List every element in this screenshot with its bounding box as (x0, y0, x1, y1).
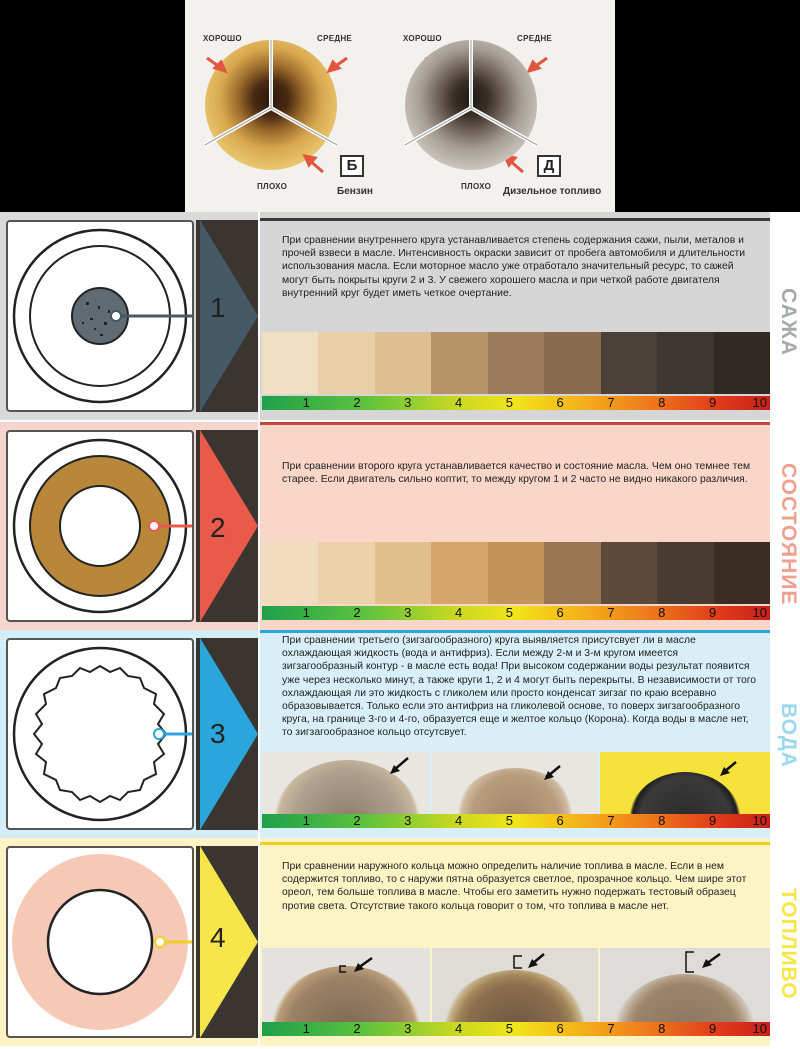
fuel-scale-bar (262, 1022, 770, 1036)
water-description: При сравнении третьего (зигзагообразного) круга выявляется присутсвует ли в масле охлаждающая жидкость (вода и антифриз). Если между 2-м и 3-м кругом имеется зигзагообразный контур - в масле есть вода! При высоком содержании воды результат появится уже через несколько минут, а также круги 1, 2 и 4 могут быть перекрыты. В независимости от того охлаждающая ли это жидкость с гликолем или просто конденсат зигзаг по краю всеравно образовывается. Только если это антифриз на гликолевой основе, то поверх зигзагообразного круга, на границе 3-го и 4-го, образуется еще и желтое кольцо (Корона). Когда воды в масле нет, то зигзагообразное кольцо отсутсвует. (282, 635, 757, 739)
water-number: 3 (210, 718, 226, 749)
scale-number: 9 (708, 605, 717, 620)
soot-arrow (200, 220, 258, 412)
soot-vertical-title: САЖА (777, 288, 800, 356)
condition-vertical-title: СОСТОЯНИЕ (777, 462, 800, 606)
scale-number: 8 (658, 1021, 666, 1036)
condition-color-swatches (262, 542, 770, 604)
diesel-medium-label: СРЕДНЕ (517, 34, 553, 43)
scale-number: 6 (556, 605, 564, 620)
condition-diagram (6, 430, 194, 622)
scale-number: 7 (607, 1021, 615, 1036)
soot-top-rule (260, 218, 770, 221)
soot-number: 1 (210, 292, 226, 323)
scale-number: 6 (556, 813, 564, 828)
soot-scale-bar (262, 396, 770, 410)
scale-number: 9 (708, 813, 717, 828)
scale-number: 7 (607, 395, 615, 410)
scale-number: 2 (353, 1021, 361, 1036)
scale-number: 5 (505, 395, 513, 410)
soot-diagram (6, 220, 194, 412)
scale-number: 7 (607, 605, 615, 620)
scale-number: 1 (302, 605, 310, 620)
pointer-arrow-icon (432, 948, 598, 1022)
scale-number: 4 (454, 813, 463, 828)
petrol-bad-label: ПЛОХО (257, 182, 288, 191)
scale-number: 3 (404, 395, 412, 410)
fuel-circles-icon (8, 848, 192, 1036)
fuel-sample-photo-3 (600, 948, 770, 1022)
petrol-good-label: ХОРОШО (203, 34, 242, 43)
top-arrows (185, 0, 615, 212)
scale-number: 8 (658, 605, 666, 620)
water-arrow (200, 638, 258, 830)
fuel-sample-photo-2 (432, 948, 598, 1022)
scale-number: 8 (658, 813, 666, 828)
fuel-top-rule (260, 842, 770, 845)
diesel-sector-lines (405, 40, 537, 170)
scale-number: 3 (404, 813, 412, 828)
scale-number: 9 (708, 395, 717, 410)
fuel-arrow (200, 846, 258, 1038)
water-sample-photo-2 (432, 752, 598, 814)
scale-number: 4 (454, 605, 463, 620)
top-black-margin-left (0, 0, 185, 212)
petrol-medium-label: СРЕДНЕ (317, 34, 353, 43)
scale-number: 2 (353, 395, 361, 410)
water-vertical-title: ВОДА (777, 702, 800, 768)
scale-number: 1 (302, 813, 310, 828)
condition-arrow (200, 430, 258, 622)
scale-number: 6 (556, 1021, 564, 1036)
scale-number: 5 (505, 813, 513, 828)
soot-description: При сравнении внутреннего круга устанавливается степень содержания сажи, пыли, металов и прочей взвеси в масле. Интенсивность окраски зависит от пробега автомобиля и длительности использования масла. Если моторное масло уже отработало значительный ресурс, то сажей могут быть покрыты круги 2 и 3. У свежего хорошего масла и при четкой работе двигателя внутренний круг будет иметь четкое очертание. (282, 235, 746, 299)
soot-color-swatches (262, 332, 770, 394)
pointer-arrow-icon (600, 948, 770, 1022)
water-sample-photo-1 (262, 752, 430, 814)
pointer-arrow-icon (262, 948, 430, 1022)
scale-number: 10 (752, 395, 767, 410)
pointer-arrow-icon (432, 752, 598, 814)
section-soot (0, 212, 800, 420)
soot-circles-icon (8, 222, 192, 410)
water-diagram (6, 638, 194, 830)
fuel-description: При сравнении наружного кольца можно определить наличие топлива в масле. Если в нем содержится топливо, то с наружи пятна образуется светлое, прозрачное кольцо. Чем шире этот ореол, тем больше топлива в масле. Чтобы его заметить нужно подержать тестовый образец против света. Отсутствие такого кольца говорит о том, что топлива в масле нет. (282, 861, 747, 912)
diesel-good-label: ХОРОШО (403, 34, 442, 43)
fuel-number: 4 (210, 922, 226, 953)
fuel-sample-photo-1 (262, 948, 430, 1022)
scale-number: 2 (353, 813, 361, 828)
scale-number: 1 (302, 1021, 310, 1036)
petrol-caption: Бензин (337, 186, 373, 197)
scale-number: 10 (752, 1021, 767, 1036)
diesel-bad-label: ПЛОХО (461, 182, 492, 191)
top-comparison-photo (185, 0, 615, 212)
water-sample-photo-3 (600, 752, 770, 814)
condition-top-rule (260, 422, 770, 425)
pointer-arrow-icon (262, 752, 430, 814)
scale-number: 1 (302, 395, 310, 410)
diesel-letter-badge: Д (537, 155, 561, 177)
scale-number: 4 (454, 395, 463, 410)
section-water (0, 630, 800, 838)
diesel-caption: Дизельное топливо (503, 186, 602, 197)
condition-number: 2 (210, 512, 226, 543)
pointer-arrow-icon (600, 752, 770, 814)
scale-number: 7 (607, 813, 615, 828)
scale-number: 4 (454, 1021, 463, 1036)
fuel-vertical-title: ТОПЛИВО (777, 888, 800, 1000)
scale-number: 3 (404, 1021, 412, 1036)
section-fuel (0, 838, 800, 1046)
condition-description: При сравнении второго круга устанавливается качество и состояние масла. Чем оно темнее тем старее. Если двигатель сильно коптит, то между кругом 1 и 2 часто не видно никакого различия. (282, 461, 751, 486)
water-top-rule (260, 630, 770, 633)
scale-number: 5 (505, 605, 513, 620)
scale-number: 8 (658, 395, 666, 410)
scale-number: 3 (404, 605, 412, 620)
condition-circles-icon (8, 432, 192, 620)
section-condition (0, 422, 800, 630)
petrol-letter-badge: Б (340, 155, 364, 177)
water-circles-icon (8, 640, 192, 828)
top-black-margin-right (615, 0, 800, 212)
scale-number: 10 (752, 813, 767, 828)
condition-scale-bar (262, 606, 770, 620)
scale-number: 2 (353, 605, 361, 620)
water-scale-bar (262, 814, 770, 828)
fuel-diagram (6, 846, 194, 1038)
scale-number: 5 (505, 1021, 513, 1036)
scale-number: 10 (752, 605, 767, 620)
scale-number: 6 (556, 395, 564, 410)
scale-number: 9 (708, 1021, 717, 1036)
